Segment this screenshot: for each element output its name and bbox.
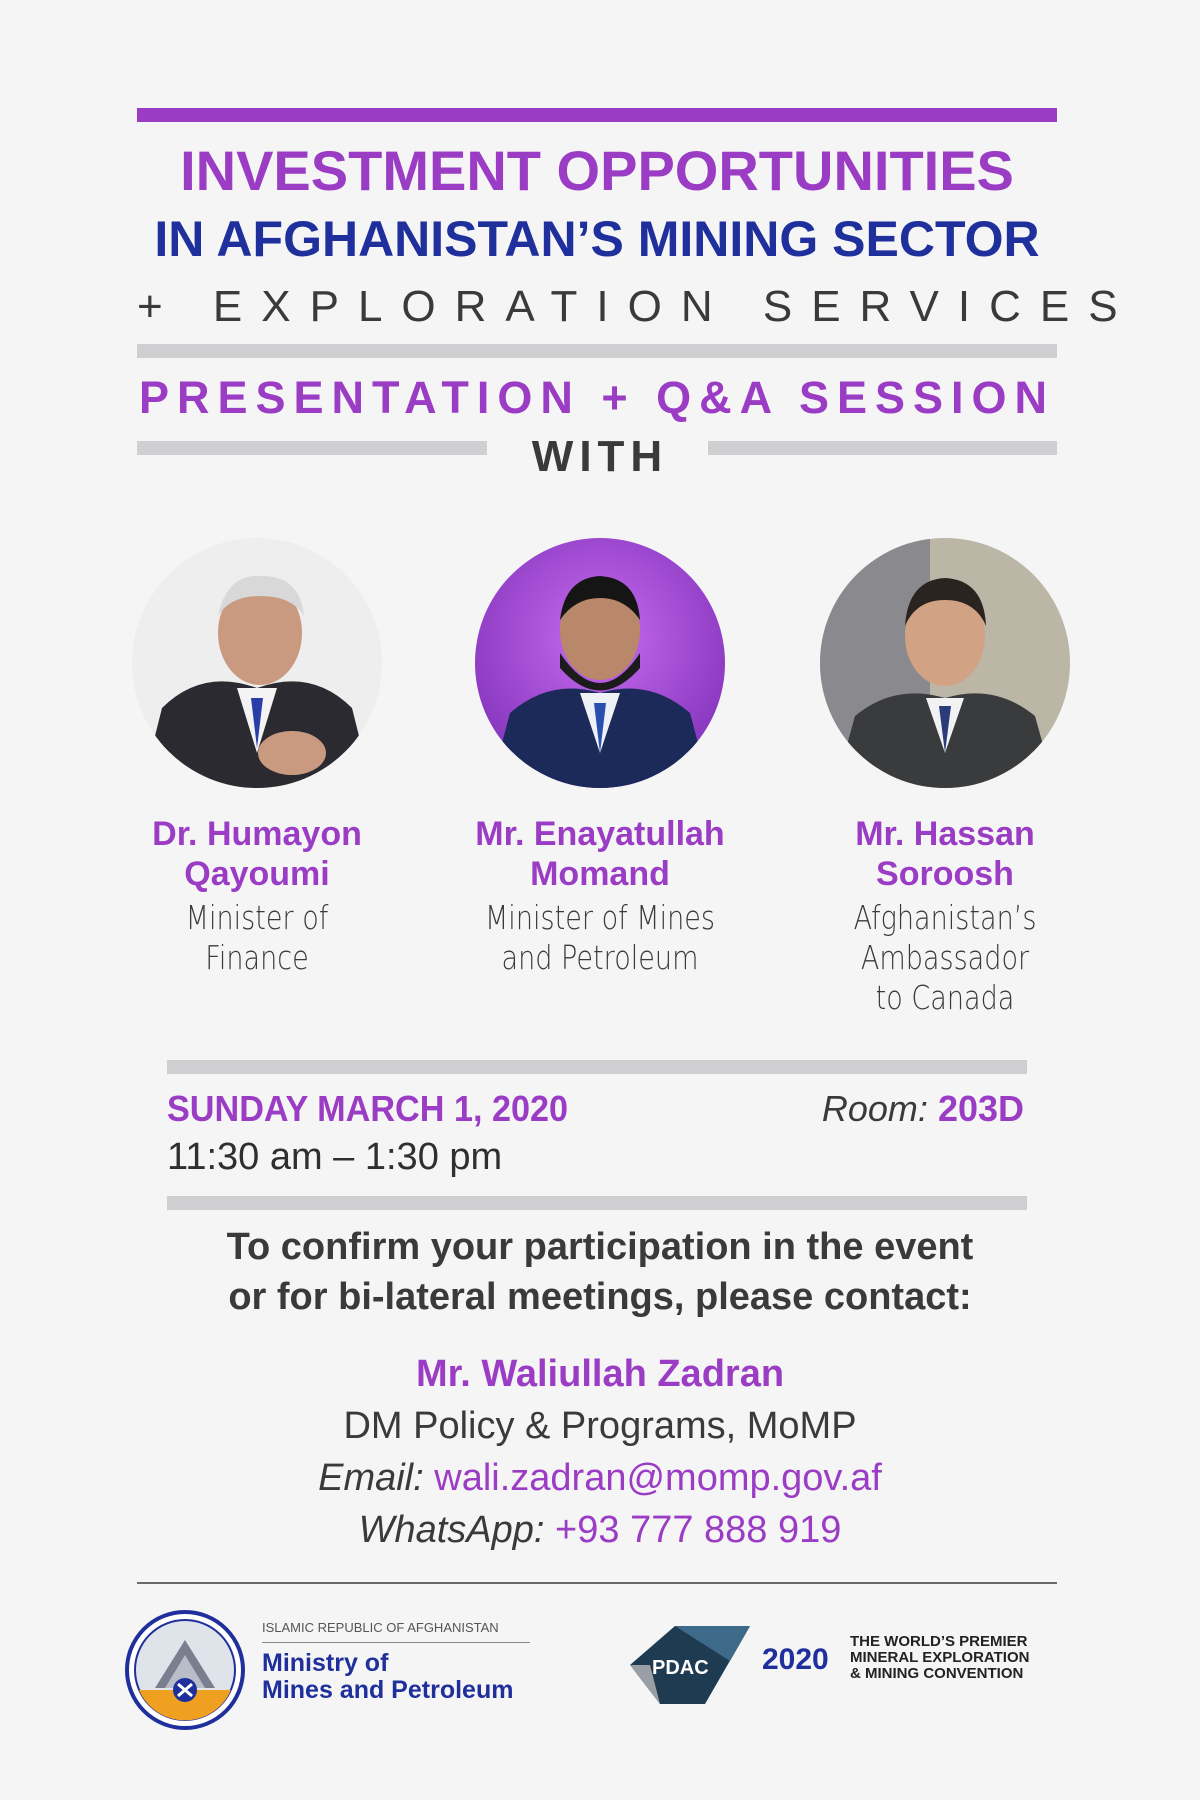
with-label: WITH: [531, 432, 669, 481]
speaker-photo: [132, 538, 382, 788]
pdac-year: 2020: [762, 1643, 829, 1676]
event-date: SUNDAY MARCH 1, 2020: [167, 1088, 569, 1129]
confirm-text: To confirm your participation in the event or for bi-lateral meetings, please contact:: [226, 1226, 974, 1318]
headline-line1: INVESTMENT OPPORTUNITIES: [180, 139, 1014, 202]
contact-title: DM Policy & Programs, MoMP: [343, 1405, 857, 1447]
speaker-role: Afghanistan’s Ambassador to Canada: [853, 898, 1037, 1017]
speaker-name: Mr. Enayatullah Momand: [475, 815, 725, 893]
speaker-role: Minister of Finance: [185, 898, 329, 977]
pdac-logo-text: PDAC: [652, 1657, 709, 1679]
momp-logo: [125, 1610, 245, 1730]
with-rule-right: [708, 441, 1057, 455]
event-room: [822, 1088, 1024, 1130]
speaker-card: [440, 538, 760, 978]
top-rule: [137, 108, 1057, 122]
contact-whatsapp-row: [100, 1504, 1100, 1556]
speaker-photo: [820, 538, 1070, 788]
speaker-name: Mr. Hassan Soroosh: [855, 815, 1035, 893]
pdac-tagline: THE WORLD’S PREMIER MINERAL EXPLORATION & MINING CONVENTION: [850, 1633, 1030, 1682]
event-rule-bottom: [167, 1196, 1027, 1210]
momp-country: ISLAMIC REPUBLIC OF AFGHANISTAN: [262, 1620, 499, 1635]
pdac-logo: [630, 1626, 750, 1704]
headline-line2: IN AFGHANISTAN’S MINING SECTOR: [154, 211, 1040, 267]
momp-name: Ministry of Mines and Petroleum: [262, 1649, 514, 1704]
speaker-photo: [475, 538, 725, 788]
contact-block: [100, 1348, 1100, 1556]
with-rule-left: [137, 441, 487, 455]
headline-line3: + EXPLORATION SERVICES: [137, 282, 1137, 331]
room-value: 203D: [937, 1088, 1024, 1129]
session-label: PRESENTATION + Q&A SESSION: [138, 372, 1056, 423]
event-rule-top: [167, 1060, 1027, 1074]
whatsapp-label: WhatsApp:: [358, 1509, 545, 1551]
contact-email-row: [100, 1452, 1100, 1504]
room-label: Room:: [821, 1088, 928, 1129]
speaker-card: [97, 538, 417, 978]
speaker-card: [785, 538, 1105, 1018]
email-label: Email:: [318, 1457, 424, 1499]
email-link[interactable]: wali.zadran@momp.gov.af: [434, 1457, 882, 1499]
whatsapp-link[interactable]: +93 777 888 919: [555, 1509, 842, 1551]
contact-name: Mr. Waliullah Zadran: [415, 1353, 785, 1395]
speaker-role: Minister of Mines and Petroleum: [484, 898, 716, 977]
speaker-name: Dr. Humayon Qayoumi: [152, 815, 362, 893]
footer-rule: [137, 1582, 1057, 1584]
divider-rule: [137, 344, 1057, 358]
event-time: 11:30 am – 1:30 pm: [167, 1136, 503, 1178]
momp-separator: [262, 1642, 530, 1643]
